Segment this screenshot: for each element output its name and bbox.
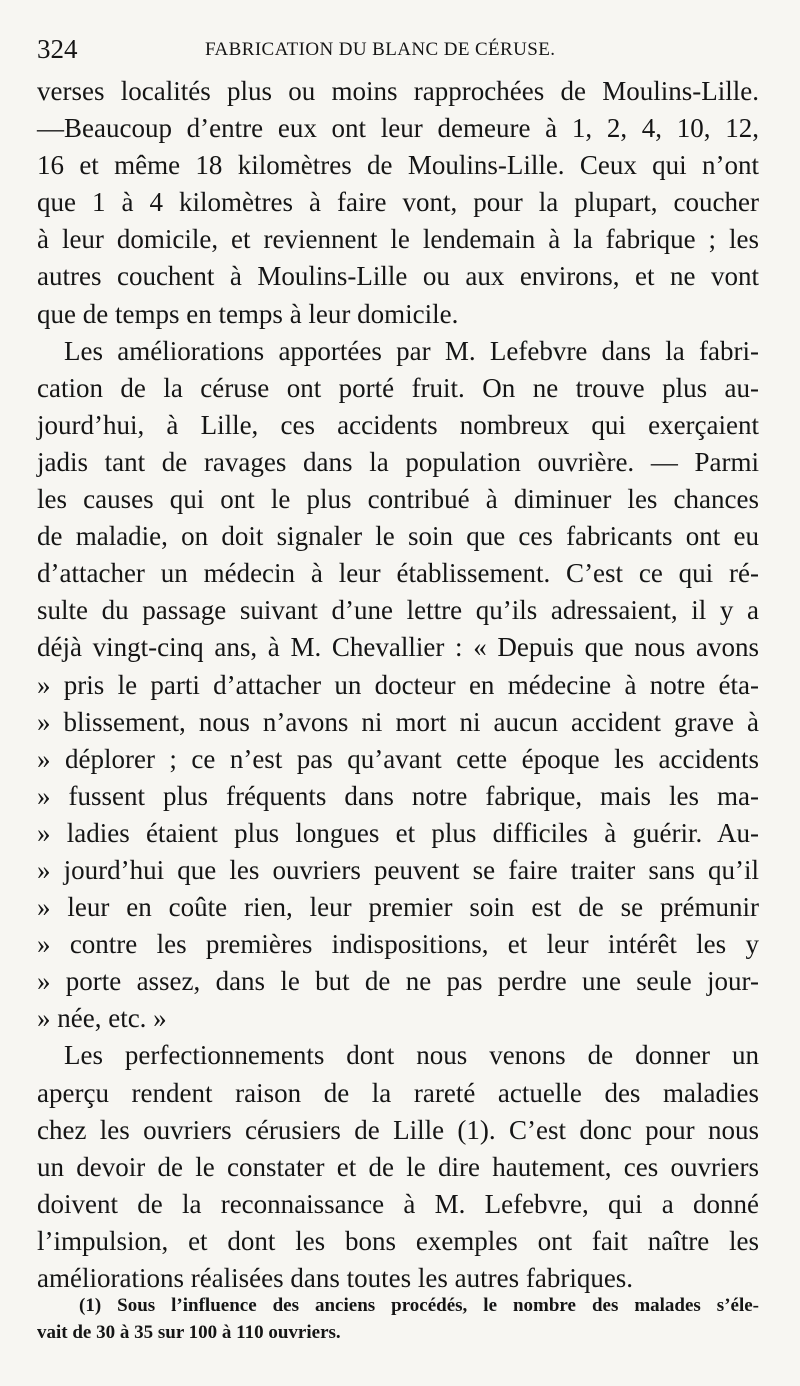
text-line: d’attacher un médecin à leur établissement. C’est ce qui ré- <box>37 558 759 589</box>
text-line: sulte du passage suivant d’une lettre qu’ils adressaient, il y a <box>37 595 759 626</box>
footnote-line: vait de 30 à 35 sur 100 à 110 ouvriers. <box>37 1322 341 1343</box>
text-line: —Beaucoup d’entre eux ont leur demeure à 1, 2, 4, 10, 12, <box>37 113 759 144</box>
page-number: 324 <box>37 34 78 64</box>
text-line: que 1 à 4 kilomètres à faire vont, pour la plupart, coucher <box>37 187 759 218</box>
text-line: que de temps en temps à leur domicile. <box>37 298 459 329</box>
text-line: » pris le parti d’attacher un docteur en médecine à notre éta- <box>37 669 759 700</box>
text-line: autres couchent à Moulins-Lille ou aux environs, et ne vont <box>37 261 759 292</box>
text-line: » ladies étaient plus longues et plus difficiles à guérir. Au- <box>37 817 759 848</box>
footnote-line: (1) Sous l’influence des anciens procédés, le nombre des malades s’éle- <box>79 1295 759 1316</box>
footnote <box>37 1292 759 1346</box>
text-line: » jourd’hui que les ouvriers peuvent se faire traiter sans qu’il <box>37 854 759 885</box>
text-line: chez les ouvriers cérusiers de Lille (1). C’est donc pour nous <box>37 1114 759 1145</box>
text-line: un devoir de le constater et de le dire hautement, ces ouvriers <box>37 1151 759 1182</box>
paragraph-2 <box>37 333 759 1038</box>
text-line: aperçu rendent raison de la rareté actuelle des maladies <box>37 1077 759 1108</box>
body-text <box>37 73 759 1297</box>
text-line: cation de la céruse ont porté fruit. On ne trouve plus au- <box>37 372 759 403</box>
text-line: jadis tant de ravages dans la population ouvrière. — Parmi <box>37 446 759 477</box>
text-line: l’impulsion, et dont les bons exemples ont fait naître les <box>37 1225 759 1256</box>
text-line: de maladie, on doit signaler le soin que ces fabricants ont eu <box>37 521 759 552</box>
text-line: les causes qui ont le plus contribué à diminuer les chances <box>37 484 759 515</box>
text-line: déjà vingt-cinq ans, à M. Chevallier : « Depuis que nous avons <box>37 632 759 663</box>
text-line: jourd’hui, à Lille, ces accidents nombreux qui exerçaient <box>37 409 759 440</box>
text-line: » née, etc. » <box>37 1003 167 1034</box>
text-line: améliorations réalisées dans toutes les autres fabriques. <box>37 1263 634 1293</box>
paragraph-1 <box>37 73 759 333</box>
text-line: doivent de la reconnaissance à M. Lefebvre, qui a donné <box>37 1188 759 1219</box>
text-line: » contre les premières indispositions, et leur intérêt les y <box>37 929 759 960</box>
text-line: » blissement, nous n’avons ni mort ni aucun accident grave à <box>37 706 759 737</box>
paragraph-3 <box>37 1037 759 1297</box>
text-line: Les améliorations apportées par M. Lefebvre dans la fabri- <box>64 335 759 366</box>
text-line: » leur en coûte rien, leur premier soin est de se prémunir <box>37 892 759 923</box>
text-line: Les perfectionnements dont nous venons de donner un <box>64 1040 759 1071</box>
text-line: » porte assez, dans le but de ne pas perdre une seule jour- <box>37 966 759 997</box>
running-title: FABRICATION DU BLANC DE CÉRUSE. <box>205 39 556 60</box>
text-line: » déplorer ; ce n’est pas qu’avant cette époque les accidents <box>37 743 759 774</box>
page-header <box>37 34 757 64</box>
text-line: à leur domicile, et reviennent le lendemain à la fabrique ; les <box>37 224 759 255</box>
text-line: 16 et même 18 kilomètres de Moulins-Lille. Ceux qui n’ont <box>37 150 759 181</box>
text-line: » fussent plus fréquents dans notre fabrique, mais les ma- <box>37 780 759 811</box>
text-line: verses localités plus ou moins rapprochées de Moulins-Lille. <box>37 76 759 106</box>
